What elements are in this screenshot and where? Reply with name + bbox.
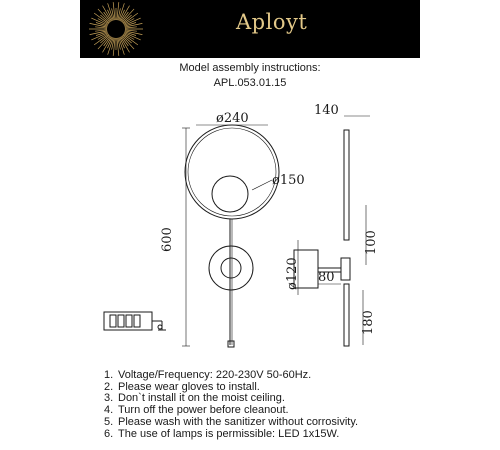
side-rod-lower [344,284,349,346]
upper-rod-label: 100 [364,230,379,255]
instruction-item: 1. Voltage/Frequency: 220-230V 50-60Hz. [104,369,312,381]
instruction-item: 2. Please wear gloves to install. [104,380,260,393]
instruction-item: 5. Please wash with the sanitizer without corrosivity. [104,415,359,428]
brand-name: Aployt [236,10,308,34]
shade-diameter-label: ø150 [272,173,305,188]
instruction-item: 3. Don`t install it on the moist ceiling. [104,392,285,405]
model-number: APL.053.01.15 [213,77,287,89]
instruction-item: 6. The use of lamps is permissible: LED 1x15W. [104,427,340,440]
ring-diameter-label: ø240 [216,111,249,126]
base-diameter-label: ø120 [285,257,300,290]
instruction-item: 4. Turn off the power before cleanout. [104,404,289,417]
glass-shade [212,176,248,212]
instructions-list [104,370,358,440]
page-title: Model assembly instructions: [179,62,321,74]
base-depth-label: 80 [318,270,335,285]
rod-end-cap [228,341,234,347]
lower-rod-label: 180 [361,310,376,335]
height-label: 600 [160,227,175,252]
side-rod-upper [344,130,349,240]
side-bracket [341,258,350,280]
depth-label: 140 [314,103,339,118]
base-hub [221,258,241,278]
wall-base [209,246,253,290]
